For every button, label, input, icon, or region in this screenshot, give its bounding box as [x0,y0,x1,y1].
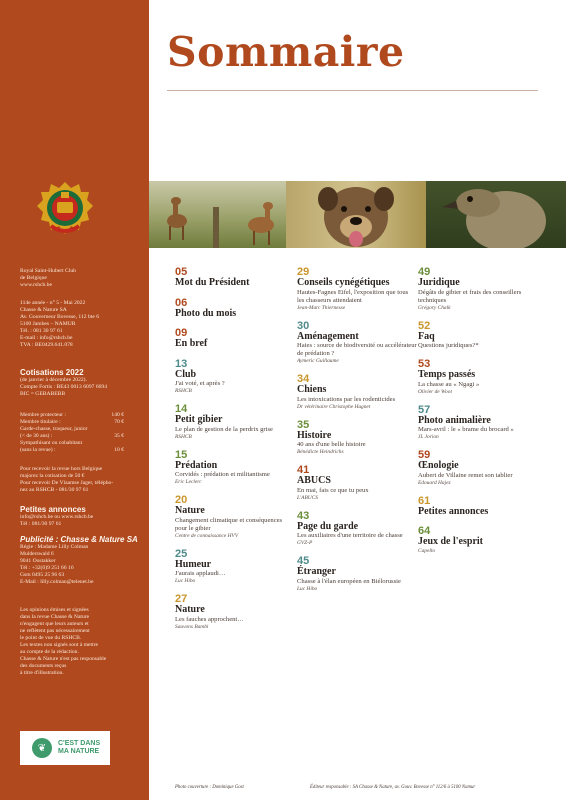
entry-description: J'ai voté, et après ? [175,380,225,387]
abroad-line: Pour recevoir la revue hors Belgique [20,466,103,472]
page-number: 59 [418,449,431,461]
contents-entry[interactable] [297,374,417,411]
page-number: 64 [418,525,431,537]
photo-credit: Photo couverture : Dominique Gost [175,785,244,790]
entry-title: Mot du Président [175,277,250,288]
badge-text [58,740,100,756]
entry-title: Étranger [297,566,336,577]
pub-line: Tél : +32(0)9 251 66 16 [20,565,74,571]
pub-title: Publicité : Chasse & Nature SA [20,535,138,544]
publisher-note: Éditeur responsable : SA Chasse & Nature, av. Gouv. Bovesse n° 112/6 à 5100 Namur [310,785,476,790]
entry-author: Sauvons Bambi [175,623,209,630]
badge-line: C'EST DANS [58,740,101,747]
contents-entry[interactable] [418,267,538,312]
entry-author: Luc Hibo [297,585,318,592]
abroad-block [20,466,142,494]
entry-author: Edouard Hajez [418,479,451,486]
disclaimer-line: Les textes non signés sont à mettre [20,642,98,648]
contents-entry[interactable] [297,511,417,548]
abroad-line: majorez la cotisation de 50 € [20,473,85,479]
entry-author: RSHCB [175,433,192,440]
contents-entry[interactable] [175,359,295,396]
pub-line: Gsm 0495 25 96 63 [20,572,65,578]
dues-amount: 140 € [111,412,124,418]
contents-entry[interactable] [418,496,538,518]
contents-entry[interactable] [175,267,295,289]
entry-author: Bénédicte Heindrichs [297,449,344,455]
pub-line: Mulderswald 6 [20,551,54,557]
contents-entry[interactable] [175,450,295,487]
contents-entry[interactable] [175,549,295,586]
entry-author: Centre de connaissance HVV [175,532,239,539]
dues-amount: 10 € [114,447,124,453]
dues-label: (sans la revue) : [20,447,56,453]
contents-entry[interactable] [297,465,417,502]
page-number: 53 [418,358,431,370]
entry-title: Page du garde [297,520,359,532]
entry-description: La chasse au « Ngagi » [418,380,480,388]
dues-row [20,419,124,426]
sidebar [0,0,149,800]
entry-description: Mars-avril : le « brame du brocard » [418,426,514,433]
page-number: 06 [175,296,188,309]
entry-author: Luc Hibo [175,578,196,584]
entry-title: Nature [175,505,205,516]
entry-title: Petit gibier [175,414,223,425]
entry-description: Hautes-Fagnes Eifel, l'exposition que tous les chasseurs attendaient [297,288,409,304]
entry-title: Conseils cynégétiques [297,277,390,288]
deer-photo [149,181,286,248]
contents-entry[interactable] [418,321,538,351]
entry-title: En bref [175,338,208,349]
page-title: Sommaire [167,28,405,76]
nature-badge [20,731,110,765]
contents-column-1 [175,267,295,640]
petites-line: info@rshcb.be ou www.rshcb.be [20,514,94,520]
entry-description: Changement climatique et conséquences pour le gibier [175,516,283,532]
disclaimer-line: ne reflètent pas nécessairement [20,628,90,634]
abroad-line: nez au RSHCB - 081/30 97 61 [20,487,89,493]
dog-photo [286,181,426,248]
entry-author: Aymeric Guillaume [297,358,339,364]
petites-block [20,505,142,528]
entry-author: GVZ-P [297,540,313,546]
issue-block [20,300,142,349]
issue-line: Av. Gouverneur Bovesse, 112 bte 6 [20,314,100,320]
contents-entry[interactable] [297,267,417,312]
entry-description: Haies : source de biodiversité ou accélérateur de prédation ? [297,342,417,357]
page-number: 57 [418,403,431,416]
page-number: 13 [175,357,188,370]
issue-line: 114e année - n° 5 - Mai 2022 [20,300,86,306]
contents-entry[interactable] [175,404,295,441]
pheasant-photo [426,181,566,248]
entry-title: Nature [175,604,205,615]
cotisations-line: (de janvier à décembre 2022). [20,377,87,383]
entry-title: Club [175,368,197,380]
dues-label: Membre protecteur : [20,412,66,418]
disclaimer-line: Chasse & Nature n'est pas responsable [20,656,107,662]
contents-entry[interactable] [175,594,295,631]
page-number: 15 [175,448,188,461]
dues-row [20,426,124,433]
org-website: www.rshcb.be [20,282,52,288]
issue-line: Chasse & Nature SA [20,307,67,313]
entry-description: Les auxiliaires d'une territoire de chasse [297,532,403,539]
disclaimer-line: n'engagent que leurs auteurs et [20,621,89,627]
page-number: 25 [175,547,188,560]
entry-description: Le plan de gestion de la perdrix grise [175,425,273,433]
petites-line: Tél : 081/30 97 61 [20,521,62,527]
badge-line: MA NATURE [58,748,100,755]
page-number: 34 [297,373,310,385]
dues-label: Garde-chasse, traqueur, junior [20,426,88,432]
entry-author: Capello [418,547,436,554]
page-number: 29 [297,266,310,278]
issue-line: Tél. : 081 30 97 61 [20,328,63,334]
entry-description: 40 ans d'une belle histoire [297,441,366,448]
entry-author: Dr vétérinaire Christophe Hugnet [297,403,371,410]
entry-description: J'aurais applaudi… [175,570,226,577]
dues-amount: 35 € [114,433,124,439]
cotisations-title: Cotisations 2022 [20,368,84,377]
pub-line: 9041 Oostakker [20,558,56,564]
contents-entry[interactable] [418,405,538,442]
page-number: 49 [418,266,431,278]
entry-description: Corvidés : prédation et militantisme [175,471,270,478]
contents-entry[interactable] [418,359,538,396]
disclaimer-line: le point de vue du RSHCB. [20,635,82,641]
entry-title: Œnologie [418,460,459,471]
issue-line: E-mail : info@rshcb.be [20,335,73,341]
entry-description: Questions juridiques?* [418,342,479,349]
leaf-icon: ❦ [32,738,52,758]
dues-label: Membre titulaire : [20,419,61,425]
dues-list [20,412,124,454]
issue-line: TVA : BE0429.641.078 [20,342,73,348]
entry-author: Grégory Chalk [418,304,451,311]
cotisations-line: Compte Fortis : BE43 0013 6097 6694 [20,384,108,390]
entry-title: ABUCS [297,475,331,486]
entry-description: Aubert de Villaine remet son tablier [418,471,513,479]
entry-author: Eric Leclerc [175,479,202,485]
org-block [20,268,142,289]
contents-entry[interactable] [175,298,295,320]
disclaimer-line: dans la revue Chasse & Nature [20,614,90,620]
entry-author: RSHCB [175,388,192,394]
page-number: 14 [175,403,188,415]
entry-title: Petites annonces [418,505,489,517]
dues-row [20,440,124,447]
entry-description: En mai, fais ce que tu peux [297,486,369,494]
dues-label: Sympathisant ou cohabitant [20,440,83,446]
disclaimer-line: des documents reçus [20,663,67,669]
entry-author: Jean-Marc Thiernesse [297,304,346,311]
disclaimer-line: Les opinions émises et signées [20,607,89,613]
entry-title: Photo du mois [175,307,237,319]
club-crest-logo [37,180,93,238]
entry-author: Olivier de Woot [418,388,452,395]
contents-entry[interactable] [418,526,538,555]
contents-column-2 [297,267,417,602]
title-divider [167,90,538,91]
dues-row [20,412,124,419]
page-number: 09 [175,327,188,339]
contents-entry[interactable] [297,556,417,593]
org-line: Royal Saint-Hubert Club [20,268,76,274]
entry-description: Dégâts de gibier et frais des conseillers techniques [418,288,522,304]
entry-title: Jeux de l'esprit [418,536,483,547]
entry-title: Juridique [418,277,460,288]
entry-title: Humeur [175,558,212,570]
entry-description: Chasse à l'élan européen en Biélorussie [297,577,401,585]
dues-row [20,433,124,440]
contents-entry[interactable] [297,420,417,457]
entry-title: Histoire [297,429,332,441]
contents-entry[interactable] [175,495,295,540]
contents-column-3 [418,267,538,564]
cotisations-block [20,368,142,398]
dues-label: (< de 30 ans) : [20,433,53,439]
disclaimer-line: à titre d'illustration. [20,670,64,676]
disclaimer-line: au compte de la rédaction. [20,649,79,655]
issue-line: 5100 Jambes – NAMUR [20,321,76,327]
page-number: 20 [175,494,188,506]
page-number: 35 [297,418,310,431]
dues-amount: 70 € [114,419,124,425]
cotisations-line: BIC = GEBABEBB [20,391,66,397]
page-number: 45 [297,555,310,567]
contents-entry[interactable] [297,321,417,366]
photo-strip [149,181,566,248]
dues-row [20,447,124,454]
pub-block [20,535,142,586]
page-number: 61 [418,494,431,507]
org-line: de Belgique [20,275,47,281]
entry-title: Photo animalière [418,414,491,426]
petites-title: Petites annonces [20,505,86,514]
pub-line: E-Mail : lilly.colman@telenet.be [20,579,94,585]
page-number: 43 [297,509,310,522]
entry-author: L'ABUCS [297,494,318,501]
page-number: 05 [175,266,188,278]
contents-entry[interactable] [175,328,295,350]
page-number: 52 [418,319,431,332]
entry-author: JL Jorion [418,434,439,440]
entry-title: Prédation [175,459,218,471]
page-number: 41 [297,464,310,476]
entry-title: Aménagement [297,330,359,342]
entry-title: Temps passés [418,369,476,380]
contents-entry[interactable] [418,450,538,487]
entry-description: Les fauches approchent… [175,615,244,623]
abroad-line: Pour recevoir De Vlaamse Jager, télépho- [20,480,114,486]
pub-line: Régie : Madame Lilly Colman [20,544,89,550]
entry-title: Faq [418,330,435,342]
disclaimer-block [20,607,142,677]
page-number: 30 [297,319,310,332]
entry-title: Chiens [297,384,327,395]
page-number: 27 [175,593,188,605]
entry-description: Les intoxications par les rodenticides [297,395,396,403]
